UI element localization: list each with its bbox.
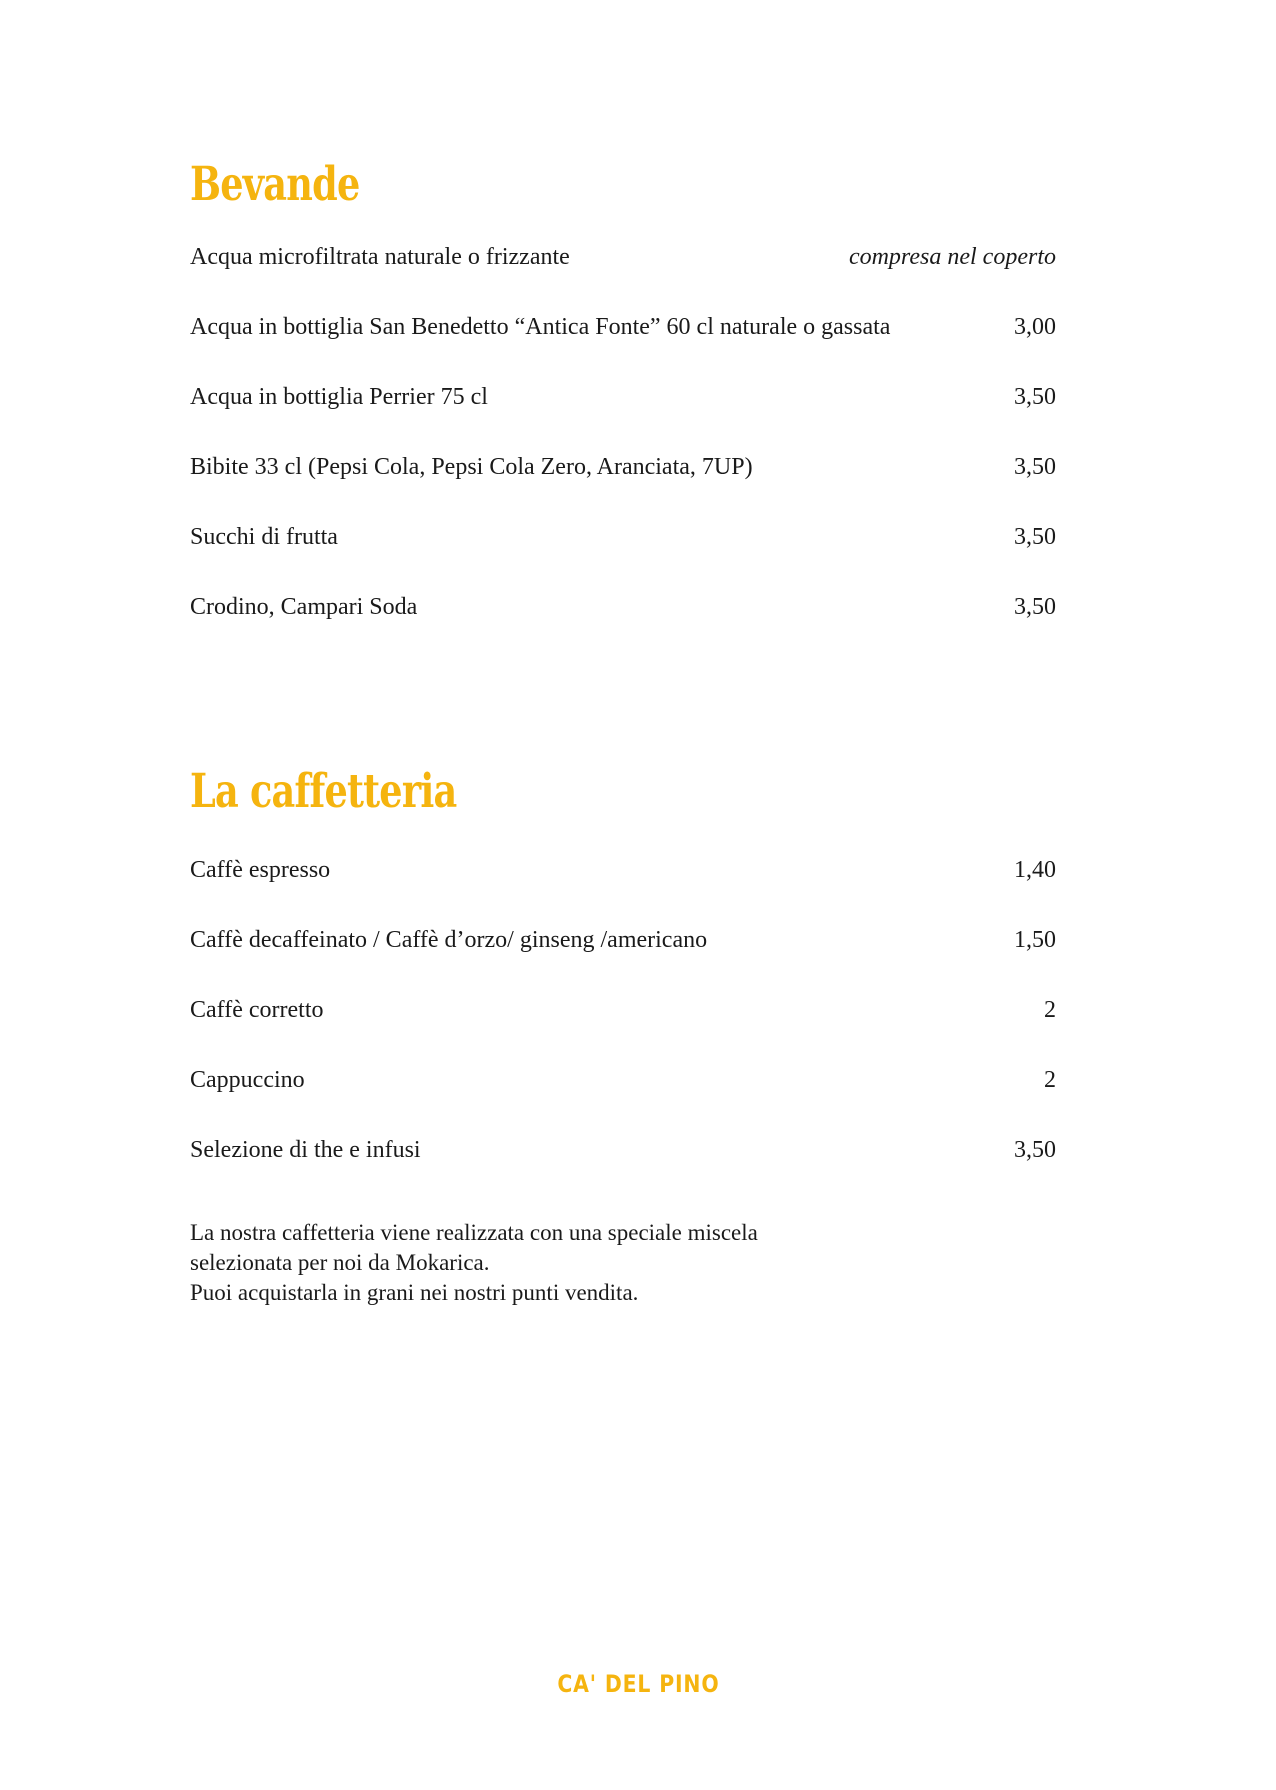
item-price: 2 [1044,1067,1056,1093]
bevande-title: Bevande [190,157,360,212]
bevande-section [190,150,1056,662]
item-price: 3,50 [1014,1137,1056,1163]
menu-item [190,592,1056,662]
menu-item [190,995,1056,1065]
item-price: 3,50 [1014,384,1056,410]
menu-item [190,522,1056,592]
item-name: Acqua in bottiglia San Benedetto “Antica Fonte” 60 cl naturale o gassata [190,314,891,340]
item-price: 1,50 [1014,927,1056,953]
item-name: Acqua microfiltrata naturale o frizzante [190,244,570,270]
menu-item [190,855,1056,925]
item-price: 2 [1044,997,1056,1023]
menu-item [190,242,1056,312]
item-name: Cappuccino [190,1067,305,1093]
note-line: selezionata per noi da Mokarica. [190,1250,490,1275]
item-price: 1,40 [1014,857,1056,883]
item-name: Acqua in bottiglia Perrier 75 cl [190,384,488,410]
item-name: Caffè decaffeinato / Caffè d’orzo/ ginseng /americano [190,927,708,953]
item-name: Selezione di the e infusi [190,1137,421,1163]
caffetteria-note [190,1218,890,1308]
caffetteria-section [190,757,1056,1205]
menu-item [190,312,1056,382]
caffetteria-list [190,855,1056,1205]
item-name: Bibite 33 cl (Pepsi Cola, Pepsi Cola Zero, Aranciata, 7UP) [190,454,753,480]
menu-item [190,1135,1056,1205]
note-line: La nostra caffetteria viene realizzata con una speciale miscela [190,1220,758,1245]
item-price-note: compresa nel coperto [848,244,1056,270]
item-name: Caffè espresso [190,857,331,883]
menu-item [190,1065,1056,1135]
menu-item [190,452,1056,522]
menu-item [190,925,1056,995]
caffetteria-title: La caffetteria [190,764,457,819]
item-name: Crodino, Campari Soda [190,594,418,620]
item-price: 3,50 [1014,524,1056,550]
item-price: 3,00 [1014,314,1056,340]
item-name: Succhi di frutta [190,524,338,550]
bevande-list [190,242,1056,662]
menu-item [190,382,1056,452]
item-name: Caffè corretto [190,997,324,1023]
note-line: Puoi acquistarla in grani nei nostri punti vendita. [190,1280,639,1305]
item-price: 3,50 [1014,594,1056,620]
item-price: 3,50 [1014,454,1056,480]
logo-text: CA' DEL PINO [556,1670,720,1698]
footer-logo [0,1670,1276,1698]
